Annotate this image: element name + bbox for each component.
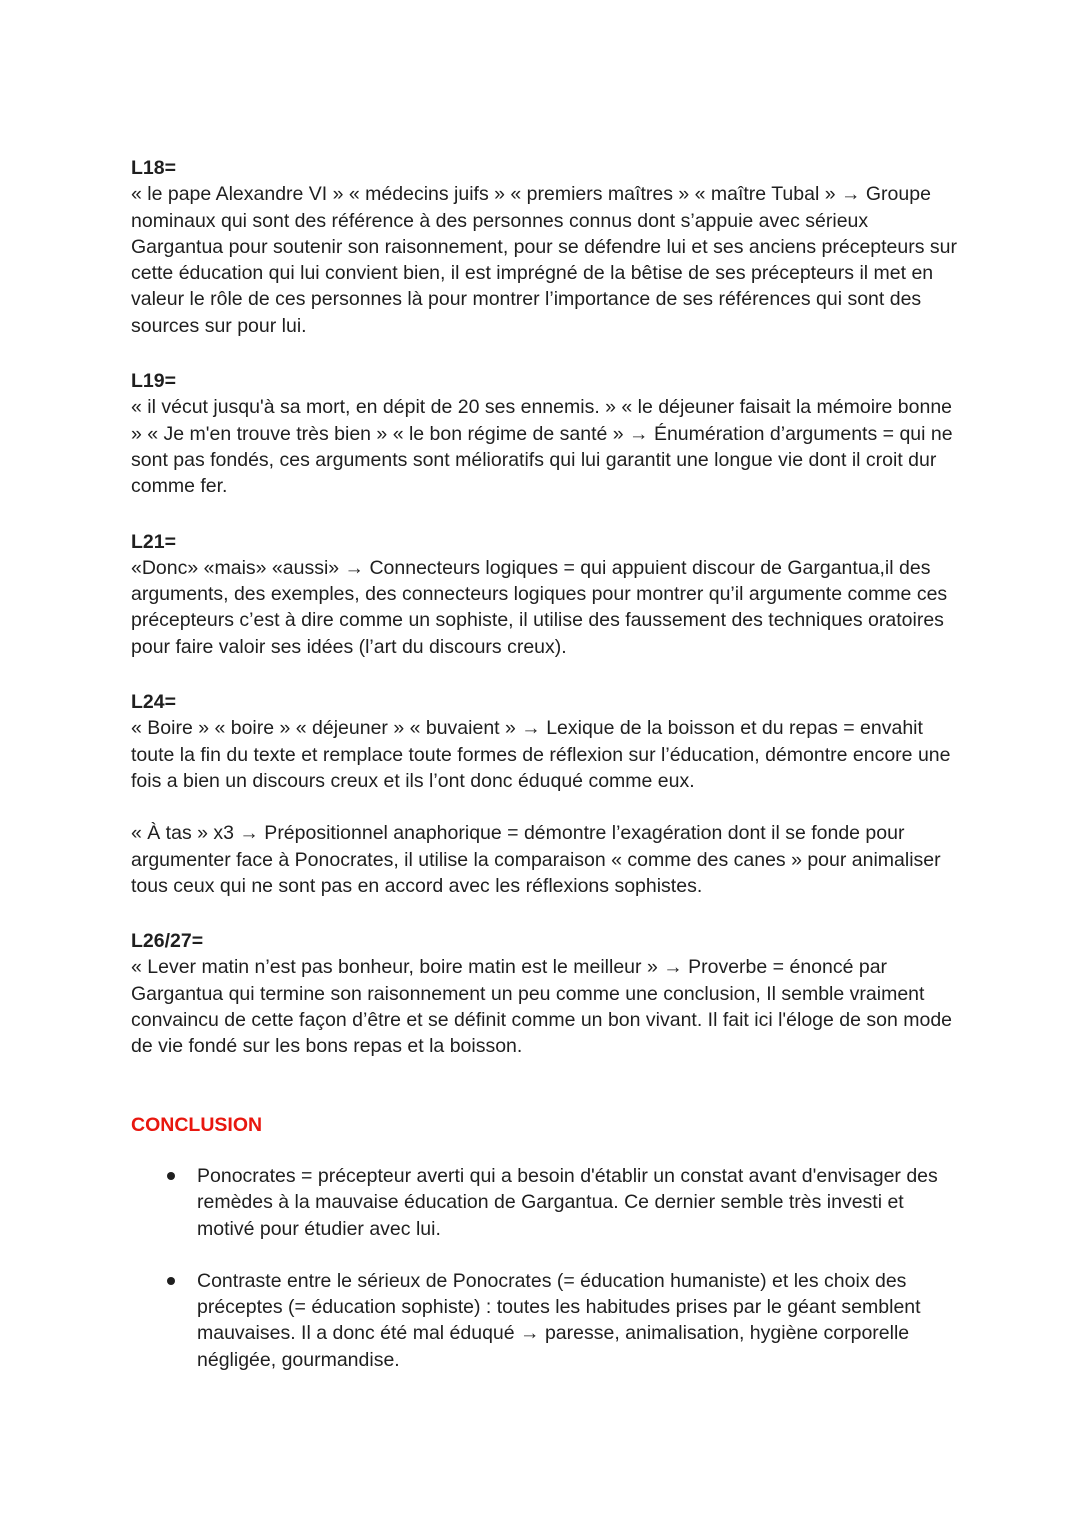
section-paragraph: « il vécut jusqu'à sa mort, en dépit de 20 ses ennemis. » « le déjeuner faisait la mémoire bonne » « Je m'en trouve très bien » « le bon régime de santé » → Énumération d’arguments = qui ne sont pas fondés, ces arguments sont mélioratifs qui lui garantit une longue vie dont il croit dur comme fer.: [131, 396, 953, 498]
section-l18: [131, 155, 961, 339]
section-title: L24=: [131, 691, 176, 714]
section-paragraph: «Donc» «mais» «aussi» → Connecteurs logiques = qui appuient discour de Gargantua,il des arguments, des exemples, des connecteurs logiques pour montrer qu’il argumente comme ces précepteurs c’est à dire comme un sophiste, il utilise des faussement des techniques oratoires pour faire valoir ses idées (l’art du discours creux).: [131, 556, 948, 658]
section-paragraph: « Boire » « boire » « déjeuner » « buvaient » → Lexique de la boisson et du repas = envahit toute la fin du texte et remplace toute formes de réflexion sur l’éducation, démontre encore une fois a bien un discours creux et ils l’ont donc éduqué comme eux.: [131, 717, 951, 792]
conclusion-bullet: [131, 1268, 961, 1373]
section-l19: [131, 368, 961, 499]
bullet-icon: [167, 1172, 175, 1180]
conclusion-heading: CONCLUSION: [131, 1113, 263, 1136]
section-paragraph: « Lever matin n’est pas bonheur, boire matin est le meilleur » → Proverbe = énoncé par Gargantua qui termine son raisonnement un peu comme une conclusion, Il semble vraiment convaincu de cette façon d’être et se définit comme un bon vivant. Il fait ici l'éloge de son mode de vie fondé sur les bons repas et la boisson.: [131, 956, 953, 1058]
section-title: L21=: [131, 530, 176, 553]
section-l26-27: [131, 928, 961, 1059]
section-title: L26/27=: [131, 930, 204, 953]
section-l24: [131, 689, 961, 899]
section-paragraph: « À tas » x3 → Prépositionnel anaphorique = démontre l’exagération dont il se fonde pour argumenter face à Ponocrates, il utilise la comparaison « comme des canes » pour animaliser tous ceux qui ne sont pas en accord avec les réflexions sophistes.: [131, 822, 941, 897]
section-paragraph: « le pape Alexandre VI » « médecins juifs » « premiers maîtres » « maître Tubal » → Groupe nominaux qui sont des référence à des personnes connus dont s’appuie avec sérieux Gargantua pour soutenir son raisonnement, pour se défendre lui et ses anciens précepteurs sur cette éducation qui lui convient bien, il est imprégné de la bêtise de ses précepteurs il met en valeur le rôle de ces personnes là pour montrer l’importance de ses références qui sont des sources sur pour lui.: [131, 183, 957, 337]
section-title: L19=: [131, 370, 176, 393]
document-page: [131, 155, 961, 1399]
bullet-icon: [167, 1277, 175, 1285]
section-title: L18=: [131, 157, 176, 179]
conclusion-list: [131, 1163, 961, 1373]
conclusion-bullet: [131, 1163, 961, 1242]
section-l21: [131, 529, 961, 660]
bullet-text: Contraste entre le sérieux de Ponocrates (= éducation humaniste) et les choix des préceptes (= éducation sophiste) : toutes les habitudes prises par le géant semblent mauvaises. Il a donc été mal éduqué → paresse, animalisation, hygiène corporelle négligée, gourmandise.: [197, 1269, 921, 1371]
bullet-text: Ponocrates = précepteur averti qui a besoin d'établir un constat avant d'envisager des remèdes à la mauvaise éducation de Gargantua. Ce dernier semble très investi et motivé pour étudier avec lui.: [197, 1164, 938, 1240]
